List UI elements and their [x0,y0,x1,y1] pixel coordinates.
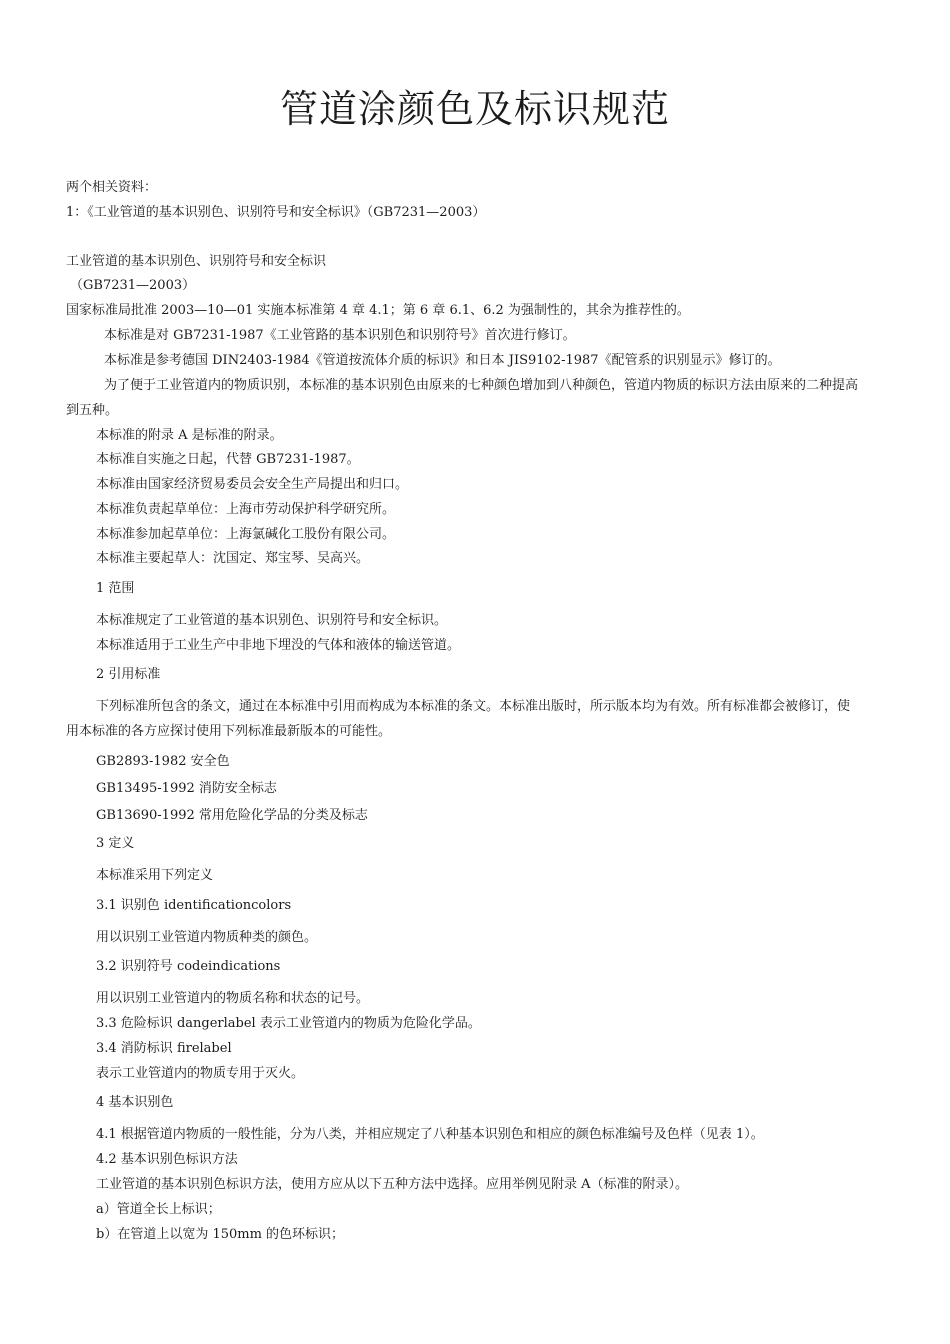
section-2-heading: 2 引用标准 [96,667,161,682]
list-item-a: a）管道全长上标识； [96,1202,221,1217]
approval-text: 国家标准局批准 2003—10—01 实施本标准第 4 章 4.1；第 6 章 6.1、6.2 为强制性的，其余为推荐性的。 [66,303,690,318]
document-title: 管道涂颜色及标识规范 [279,87,670,131]
referenced-standard-1: GB2893-1982 安全色 [96,754,230,769]
purpose-text-line1: 为了便于工业管道内的物质识别，本标准的基本识别色由原来的七种颜色增加到八种颜色，管道内物质的标识方法由原来的二种提高 [104,378,859,393]
section-1-heading: 1 范围 [96,581,135,596]
list-item-b: b）在管道上以宽为 150mm 的色环标识； [96,1227,345,1242]
referenced-standard-3: GB13690-1992 常用危险化学品的分类及标志 [96,808,368,823]
definition-3-3: 3.3 危险标识 dangerlabel 表示工业管道内的物质为危险化学品。 [96,1016,481,1031]
section-2-para-line1: 下列标准所包含的条文，通过在本标准中引用而构成为本标准的条文。本标准出版时，所示版本均为有效。所有标准都会被修订，使 [96,699,851,714]
definition-3-1-term: 3.1 识别色 identificationcolors [96,898,292,913]
section-4-heading: 4 基本识别色 [96,1095,174,1110]
proposed-by-text: 本标准由国家经济贸易委员会安全生产局提出和归口。 [96,477,409,492]
section-3-intro: 本标准采用下列定义 [96,868,214,883]
definition-3-2-term: 3.2 识别符号 codeindications [96,959,281,974]
section-4-1-text: 4.1 根据管道内物质的一般性能，分为八类，并相应规定了八种基本识别色和相应的颜色标准编号及色样（见表 1）。 [96,1127,764,1142]
reference-standards-text: 本标准是参考德国 DIN2403-1984《管道按流体介质的标识》和日本 JIS9102-1987《配管系的识别显示》修订的。 [104,353,781,368]
appendix-text: 本标准的附录 A 是标准的附录。 [96,428,283,443]
section-1-para-2: 本标准适用于工业生产中非地下埋没的气体和液体的输送管道。 [96,638,461,653]
standard-title: 工业管道的基本识别色、识别符号和安全标识 [66,254,327,269]
reference-1: 1：《工业管道的基本识别色、识别符号和安全标识》（GB7231—2003） [66,205,486,220]
definition-3-4-term: 3.4 消防标识 firelabel [96,1041,232,1056]
definition-3-4-text: 表示工业管道内的物质专用于灭火。 [96,1066,305,1081]
section-4-2-heading: 4.2 基本识别色标识方法 [96,1152,238,1167]
replacement-text: 本标准自实施之日起，代替 GB7231-1987。 [96,452,360,467]
drafter-unit-text: 本标准负责起草单位：上海市劳动保护科学研究所。 [96,502,396,517]
section-1-para-1: 本标准规定了工业管道的基本识别色、识别符号和安全标识。 [96,613,448,628]
section-2-para-line2: 用本标准的各方应探讨使用下列标准最新版本的可能性。 [66,724,392,739]
definition-3-1-text: 用以识别工业管道内物质种类的颜色。 [96,930,318,945]
drafters-text: 本标准主要起草人：沈国定、郑宝琴、吴高兴。 [96,551,370,566]
section-3-heading: 3 定义 [96,836,135,851]
revision-text: 本标准是对 GB7231-1987《工业管路的基本识别色和识别符号》首次进行修订。 [104,328,576,343]
referenced-standard-2: GB13495-1992 消防安全标志 [96,781,277,796]
intro-text: 两个相关资料： [66,180,158,195]
definition-3-2-text: 用以识别工业管道内的物质名称和状态的记号。 [96,991,370,1006]
section-4-2-text: 工业管道的基本识别色标识方法，使用方应从以下五种方法中选择。应用举例见附录 A（标准的附录）。 [96,1177,689,1192]
standard-code: （GB7231—2003） [70,278,196,293]
participant-unit-text: 本标准参加起草单位：上海氯碱化工股份有限公司。 [96,527,396,542]
purpose-text-line2: 到五种。 [66,403,119,418]
